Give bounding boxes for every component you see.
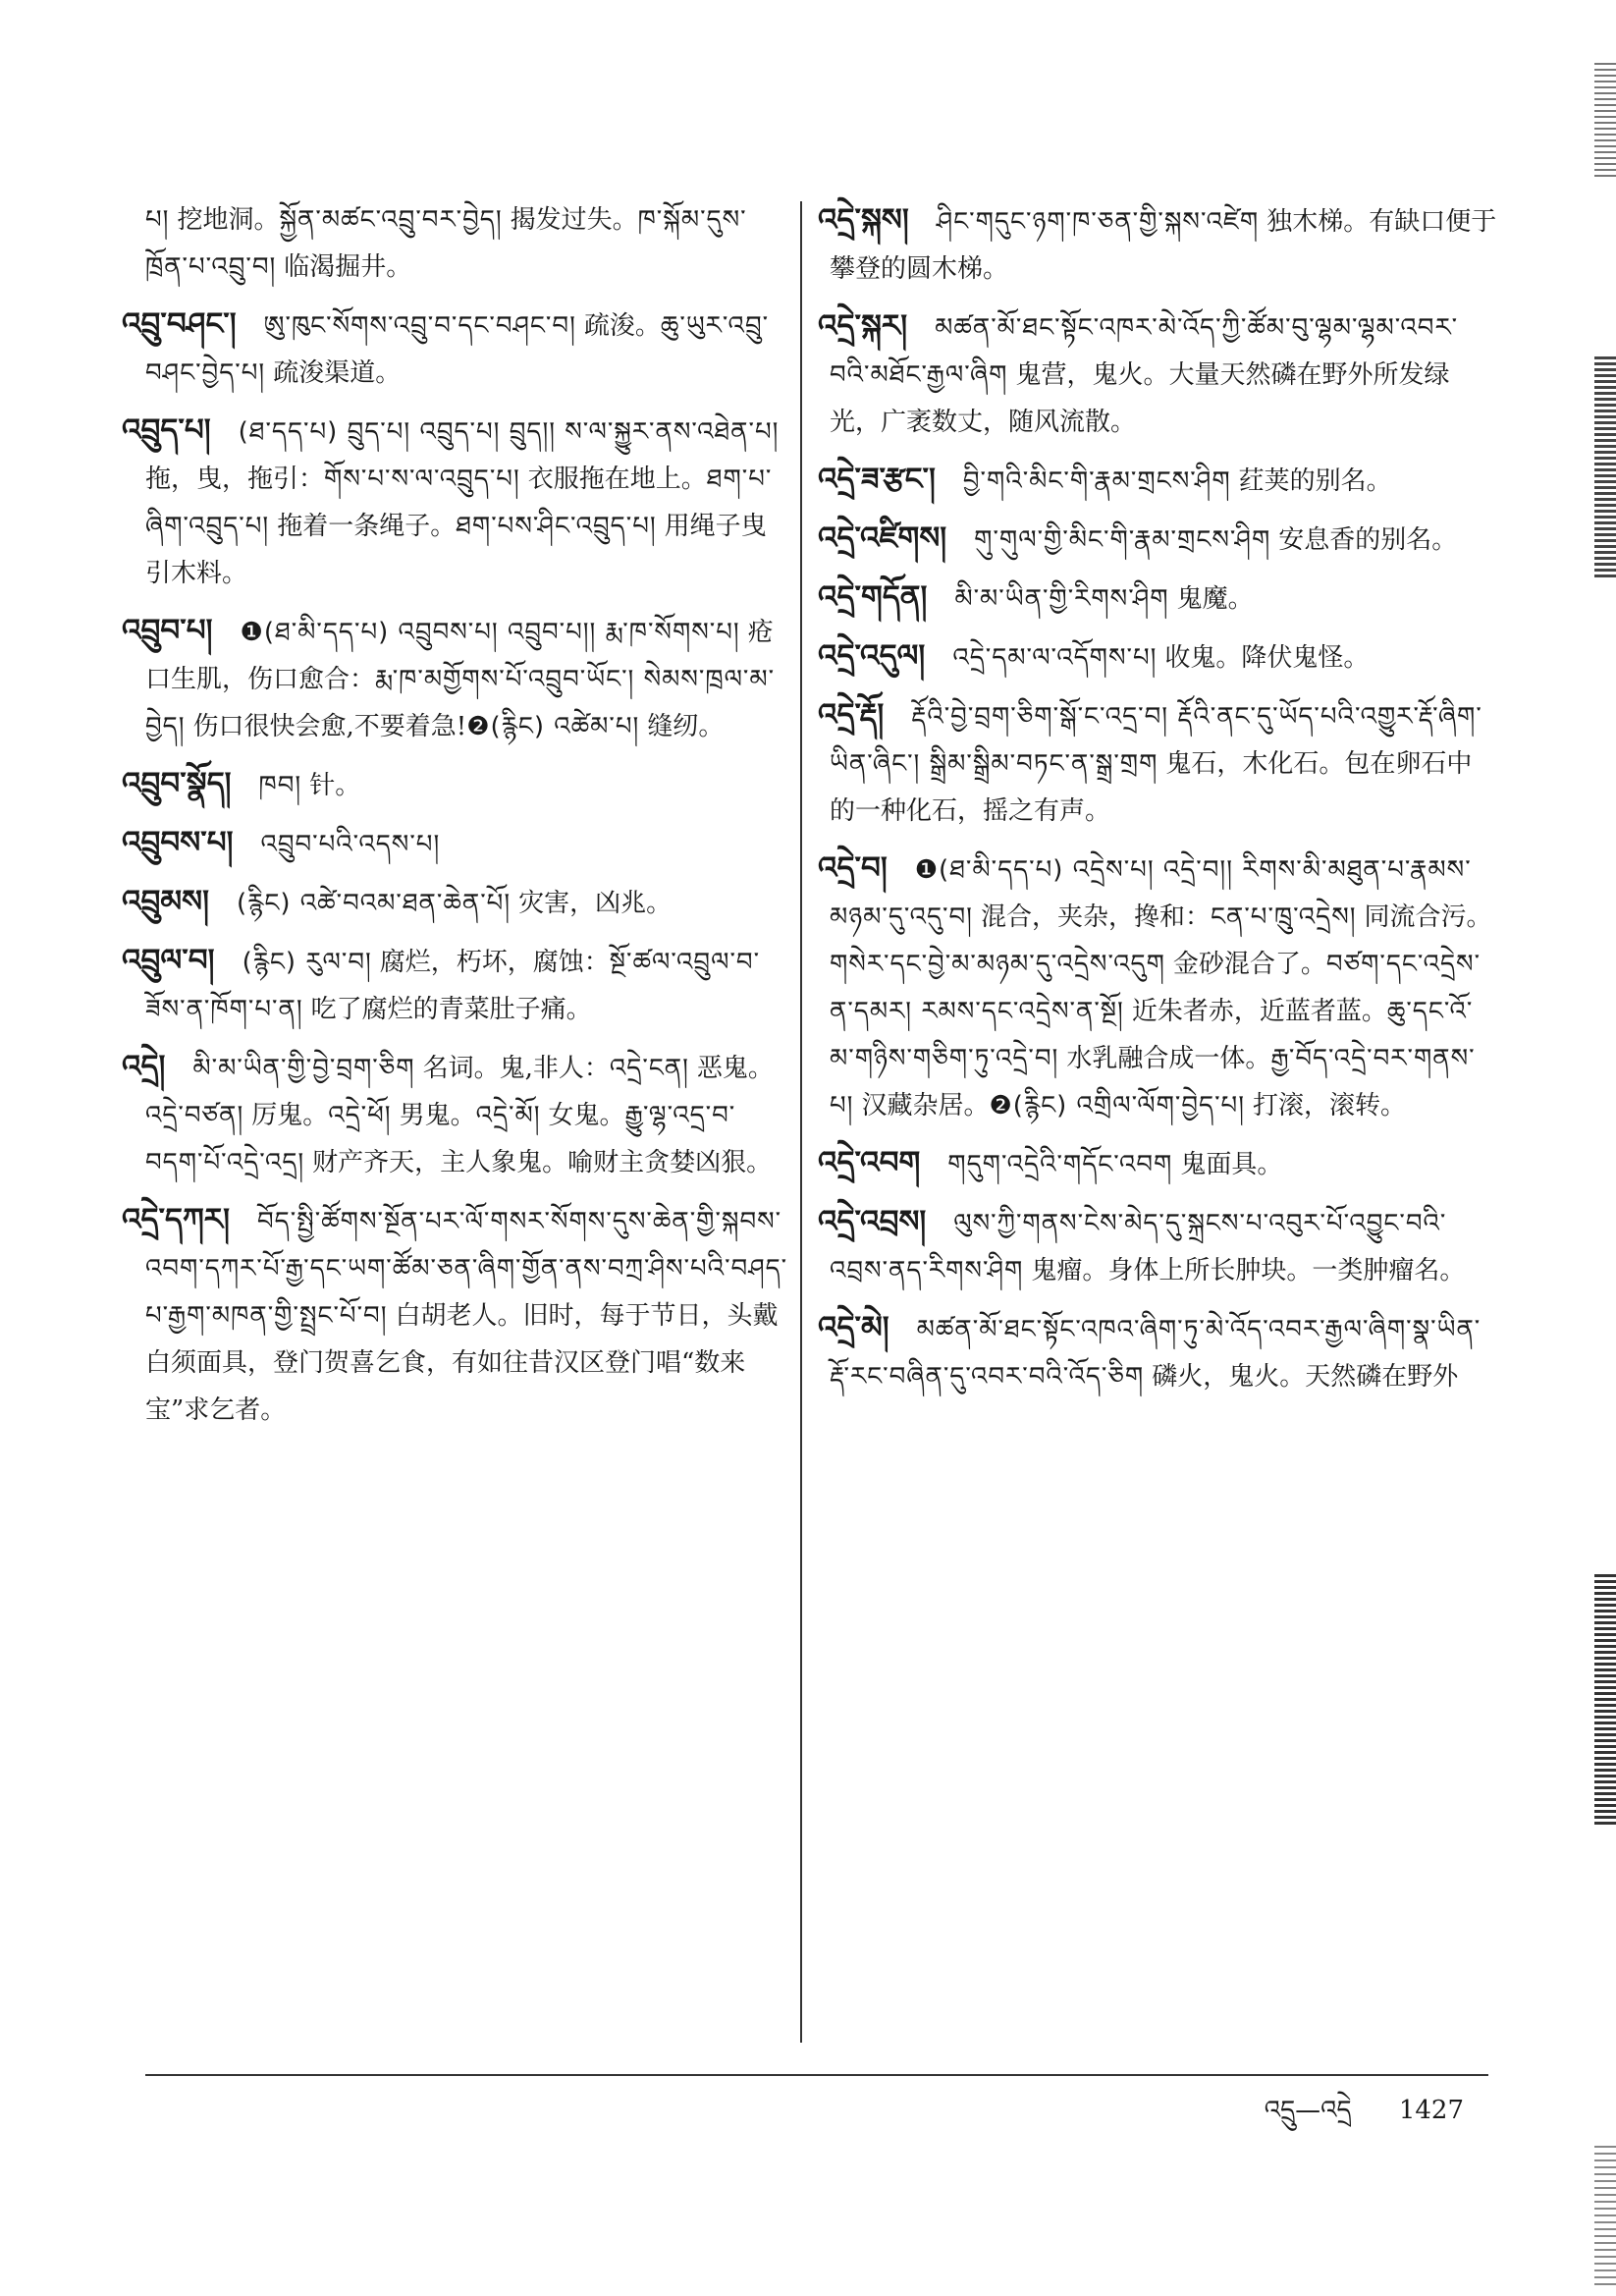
- chinese-gloss: 衣服拖在地上。: [527, 465, 707, 494]
- entry-headword: འབྲུབ་པ།: [122, 613, 213, 648]
- chinese-gloss: 缝纫。: [647, 712, 725, 741]
- entry-headword: འདྲེ་གདོན།: [818, 579, 928, 615]
- tibetan-text: ཨུ་ཁུང་སོགས་འབྲུ་བ་དང་བཤང་བ།: [263, 311, 576, 341]
- tibetan-text: ❷(རྙིང) འཚེམ་པ།: [466, 712, 640, 741]
- column-divider: [800, 201, 802, 2043]
- tibetan-text: ❶(ཐ་མི་དད་པ) འབྲུབས་པ། འབྲུབ་པ།། རྨ་ཁ་སོགས་པ།: [240, 618, 740, 647]
- tibetan-text: མི་མ་ཡིན་གྱི་བྱེ་བྲག་ཅིག: [192, 1054, 415, 1083]
- tibetan-text: ཐག་པས་ཤིང་འབྲུད་པ།: [456, 512, 657, 541]
- dictionary-entry: [818, 632, 1497, 682]
- right-column: [818, 196, 1497, 1410]
- tibetan-text: པ།: [145, 205, 170, 235]
- dictionary-entry: [122, 407, 788, 597]
- chinese-gloss: 水乳融合成一体。: [1066, 1044, 1271, 1073]
- chinese-gloss: 鬼面具。: [1180, 1150, 1283, 1179]
- dictionary-entry: [122, 301, 788, 397]
- chinese-gloss: 鬼魔。: [1176, 584, 1254, 614]
- tibetan-text: ཤིང་གདུང་ཉག་ཁ་ཅན་གྱི་སྐས་འཛེག: [936, 207, 1260, 237]
- left-column: [122, 196, 788, 1444]
- dictionary-entry: [818, 1198, 1497, 1294]
- tibetan-text: གུ་གུལ་གྱི་མིང་གི་རྣམ་གྲངས་ཤིག: [974, 525, 1271, 555]
- tibetan-text: འདྲེ་དམ་ལ་འདོགས་པ།: [952, 643, 1158, 673]
- tibetan-text: མཚན་མོ་ཐང་སྟོང་འཁའ་ཞིག་ཏུ་མེ་འོད་འབར་རྒྱལ་ཞིག་སྣ་ཡིན་རྡོ་རང་བཞིན་དུ་འབར་བའི་འོད་ཅིག: [830, 1315, 1481, 1392]
- entry-headword: འབྲུ་བཤང་།: [122, 306, 237, 342]
- page-footer: [1265, 2082, 1464, 2154]
- chinese-gloss: 鬼营，鬼火。大量天然磷在野外所发绿光，广袤数丈，随风流散。: [830, 360, 1450, 437]
- dictionary-entry: [818, 845, 1497, 1129]
- chinese-gloss: 伤口很快会愈,不要着急!: [192, 712, 467, 741]
- tibetan-text: འབྲུབ་པའི་འདས་པ།: [260, 830, 441, 859]
- chinese-gloss: 鬼石，木化石。包在卵石中的一种化石，摇之有声。: [830, 749, 1473, 826]
- chinese-gloss: 拖着一条绳子。: [277, 512, 457, 541]
- chinese-gloss: 金砂混合了。: [1172, 950, 1326, 979]
- dictionary-entry: [818, 196, 1497, 293]
- chinese-gloss: 灾害，凶兆。: [518, 889, 673, 918]
- running-head-range: འདྲུ—འདྲེ: [1264, 2096, 1352, 2125]
- chinese-gloss: 挖地洞。: [177, 205, 280, 235]
- tibetan-text: ཆུ་དང་འོ་མ་གཉིས་གཅིག་ཏུ་འདྲེ་བ།: [830, 997, 1474, 1073]
- chinese-gloss: 女鬼。: [548, 1101, 625, 1130]
- tibetan-text: མི་མ་ཡིན་གྱི་རིགས་ཤིག: [954, 584, 1169, 614]
- entry-headword: འབྲུམས།: [122, 884, 209, 919]
- entry-headword: འབྲུབས་པ།: [122, 825, 234, 860]
- tibetan-text: གསེར་དང་བྱེ་མ་མཉམ་དུ་འདྲེས་འདུག: [830, 950, 1165, 979]
- chinese-gloss: 汉藏杂居。: [861, 1091, 990, 1121]
- tibetan-text: འདྲེ་བཙན།: [145, 1101, 244, 1130]
- tibetan-text: རྨ་ཁ་མགྱོགས་པོ་འབྲུབ་ཡོང་། སེམས་ཁྲལ་མ་བྱེད།: [145, 665, 776, 741]
- tibetan-text: བཙག་དང་འདྲེས་ན་དམར། རམས་དང་འདྲེས་ན་སྔོ།: [830, 950, 1481, 1026]
- entry-headword: འདྲེ་འདུལ།: [818, 638, 926, 674]
- tibetan-text: (ཐ་དད་པ) བྲུད་པ། འབྲུད་པ། བྲུད།། ས་ལ་སྐྱུར་ནས་འཐེན་པ།: [238, 417, 780, 447]
- entry-headword: འདྲེ་སྐར།: [818, 308, 908, 344]
- chinese-gloss: 白胡老人。旧时，每于节日，头戴白须面具，登门贺喜乞食，有如往昔汉区登门唱“数来宝”求乞者。: [145, 1301, 779, 1425]
- tibetan-text: འདྲེ་ཕོ།: [328, 1101, 392, 1130]
- tibetan-text: ❶(ཐ་མི་དད་པ) འདྲེས་པ། འདྲེ་བ།། རིགས་མི་མཐུན་པ་རྣམས་མཉམ་དུ་འདུ་བ།: [830, 855, 1472, 932]
- dictionary-entry: [818, 515, 1497, 564]
- scan-edge-mark: [1594, 59, 1616, 177]
- chinese-gloss: 腐烂，朽坏，腐蚀：: [379, 948, 610, 977]
- dictionary-entry: [122, 819, 788, 868]
- chinese-gloss: 安息香的别名。: [1278, 525, 1458, 555]
- entry-headword: འདྲེ་འཛིགས།: [818, 520, 947, 556]
- chinese-gloss: 揭发过失。: [510, 205, 638, 235]
- chinese-gloss: 疏浚。: [583, 311, 661, 341]
- dictionary-entry: [818, 1304, 1497, 1400]
- tibetan-text: ཆུ་ཡུར་འབྲུ་བཤང་བྱེད་པ།: [145, 311, 770, 388]
- entry-headword: འབྲུད་པ།: [122, 412, 211, 448]
- chinese-gloss: 厉鬼。: [251, 1101, 329, 1130]
- page-number: 1427: [1398, 2096, 1464, 2125]
- tibetan-text: ཁ་སྐོམ་དུས་ཁྲོན་པ་འབྲུ་བ།: [145, 205, 747, 282]
- chinese-gloss: 收鬼。降伏鬼怪。: [1164, 643, 1370, 673]
- entry-headword: འདྲེ་འབྲས།: [818, 1204, 927, 1239]
- chinese-gloss: 针。: [309, 771, 361, 800]
- dictionary-entry: [122, 1043, 788, 1186]
- entry-headword: འབྲུབ་སྣོད།: [122, 766, 232, 801]
- scan-edge-mark: [1594, 1571, 1616, 1827]
- chinese-gloss: 打滚，滚转。: [1253, 1091, 1407, 1121]
- dictionary-entry: [818, 456, 1497, 505]
- tibetan-text: ངན་པ་ཁྲུ་འདྲེས།: [1210, 902, 1357, 932]
- scan-edge-mark: [1594, 354, 1616, 579]
- chinese-gloss: 疮口生肌，伤口愈合：: [145, 618, 774, 694]
- tibetan-text: རྒྱུ་ལྷ་འདྲ་བ་བདག་པོ་འདྲེ་འདྲ།: [145, 1101, 736, 1177]
- tibetan-text: (རྙིང) རུལ་བ།: [242, 948, 372, 977]
- tibetan-text: (རྙིང) འཚེ་བའམ་ཐན་ཆེན་པོ།: [236, 889, 512, 918]
- tibetan-text: བྱི་གའི་མིང་གི་རྣམ་གྲངས་ཤིག: [962, 466, 1231, 496]
- tibetan-text: བོད་སྤྱི་ཚོགས་སྔོན་པར་ལོ་གསར་སོགས་དུས་ཆེན་གྱི་སྐབས་འབག་དཀར་པོ་རྒྱ་དང་ཡག་ཚོམ་ཅན་ཞིག་གྱོན་ནས་བཀྲ་ཤིས་པའི་བཤད་པ་རྒྱག་མཁན་གྱི་སྤྲང་པོ་བ།: [145, 1207, 788, 1331]
- entry-headword: འདྲེ་བ།: [818, 850, 888, 886]
- entry-headword: འདྲེ་འབག: [818, 1145, 921, 1180]
- chinese-gloss: 磷火，鬼火。天然磷在野外: [1152, 1362, 1459, 1392]
- chinese-gloss: 男鬼。: [399, 1101, 476, 1130]
- entry-headword: འདྲེ་ཟ་རྩང་།: [818, 462, 936, 497]
- dictionary-entry: [818, 691, 1497, 835]
- tibetan-text: ལུས་ཀྱི་གནས་ངེས་མེད་དུ་སྐྲངས་པ་འབུར་པོ་འབྱུང་བའི་འབྲས་ནད་རིགས་ཤིག: [830, 1209, 1447, 1285]
- chinese-gloss: 混合，夹杂，搀和：: [980, 902, 1211, 932]
- dictionary-entry: [122, 760, 788, 809]
- chinese-gloss: 鬼瘤。身体上所长肿块。一类肿瘤名。: [1031, 1256, 1466, 1285]
- tibetan-text: ཁབ།: [258, 771, 302, 800]
- entry-headword: འདྲེ་སྐས།: [818, 202, 909, 238]
- dictionary-entry: [122, 878, 788, 927]
- tibetan-text: སྐྱོན་མཚང་འབྲུ་བར་བྱེད།: [279, 205, 503, 235]
- chinese-gloss: 荭荚的别名。: [1238, 466, 1392, 496]
- chinese-gloss: 恶鬼。: [696, 1054, 774, 1083]
- dictionary-entry: [818, 574, 1497, 623]
- tibetan-text: འདྲེ་མོ།: [475, 1101, 541, 1130]
- dictionary-entry: [145, 196, 788, 291]
- chinese-gloss: 疏浚渠道。: [273, 358, 402, 388]
- tibetan-text: གདུག་འདྲེའི་གདོང་འབག: [947, 1150, 1173, 1179]
- tibetan-text: ཐག་པ་ཞིག་འབྲུད་པ།: [145, 465, 773, 541]
- chinese-gloss: 拖，曳，拖引：: [145, 465, 325, 494]
- entry-headword: འདྲེ་རྡོ།: [818, 697, 885, 733]
- dictionary-entry: [818, 1139, 1497, 1188]
- tibetan-text: མཚན་མོ་ཐང་སྟོང་འཁར་མེ་འོད་ཀྱི་ཚོམ་བུ་ལྷམ་ལྷམ་འབར་བའི་མཐོང་རྒྱལ་ཞིག: [830, 313, 1459, 390]
- chinese-gloss: 用绳子曳引木料。: [145, 512, 767, 588]
- dictionary-entry: [122, 607, 788, 750]
- dictionary-entry: [122, 937, 788, 1033]
- tibetan-text: འདྲེ་ངན།: [609, 1054, 689, 1083]
- entry-headword: འབྲུལ་བ།: [122, 943, 215, 978]
- chinese-gloss: 名词。鬼,非人：: [422, 1054, 610, 1083]
- chinese-gloss: 独木梯。有缺口便于攀登的圆木梯。: [830, 207, 1497, 284]
- chinese-gloss: 近朱者赤，近蓝者蓝。: [1131, 997, 1387, 1026]
- dictionary-entry: [818, 302, 1497, 446]
- chinese-gloss: 吃了腐烂的青菜肚子痛。: [310, 995, 592, 1024]
- scan-edge-mark: [1594, 2141, 1616, 2288]
- chinese-gloss: 同流合污。: [1364, 902, 1492, 932]
- entry-headword: འདྲེ་མེ།: [818, 1310, 889, 1345]
- tibetan-text: ❷(རྙིང) འགྲིལ་ལོག་བྱེད་པ།: [989, 1091, 1245, 1121]
- entry-headword: འདྲེ།: [122, 1049, 166, 1084]
- dictionary-entry: [122, 1196, 788, 1434]
- chinese-gloss: 财产齐天，主人象鬼。喻财主贪婪凶狠。: [312, 1148, 773, 1177]
- tibetan-text: སྔོ་ཚལ་འབྲུལ་བ་ཟོས་ན་ཁོག་པ་ན།: [145, 948, 761, 1024]
- tibetan-text: གོས་པ་ས་ལ་འབྲུད་པ།: [324, 465, 520, 494]
- tibetan-text: རྡོའི་བྱེ་བྲག་ཅིག་སྒོ་ང་འདྲ་བ། རྡོའི་ནང་དུ་ཡོད་པའི་འགྱུར་རྡོ་ཞིག་ཡིན་ཞིང་། སྒྲིམ་སྒྲིམ་བཏང་ན་སྒྲ་གྲག: [830, 702, 1482, 779]
- tibetan-text: རྒྱ་བོད་འདྲེ་བར་གནས་པ།: [830, 1044, 1476, 1121]
- entry-headword: འདྲེ་དཀར།: [122, 1202, 230, 1237]
- chinese-gloss: 临渴掘井。: [284, 252, 412, 282]
- footer-rule: [145, 2074, 1488, 2076]
